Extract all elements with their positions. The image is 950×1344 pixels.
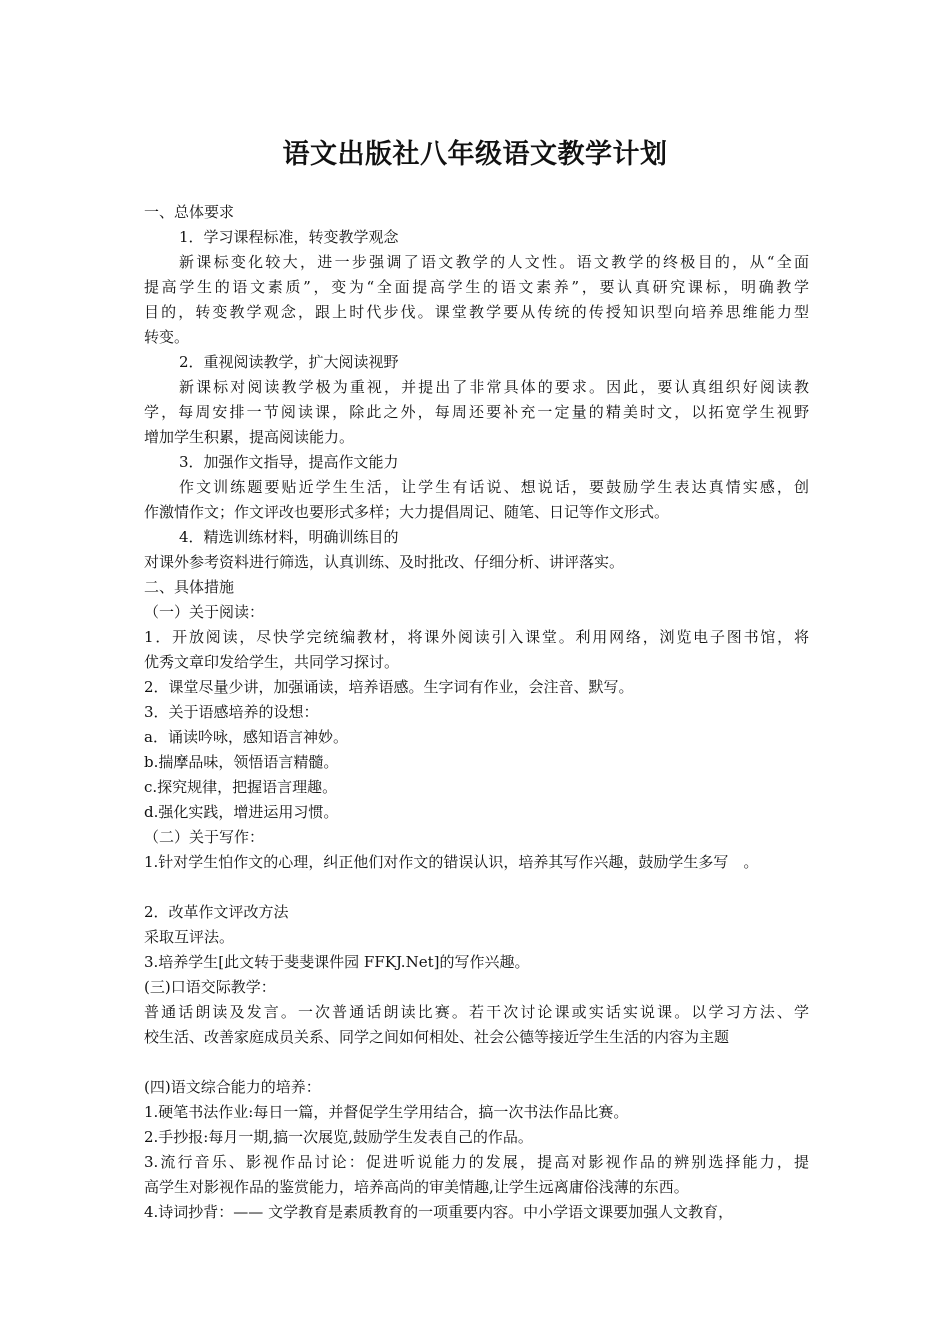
paragraph-line: 2．课堂尽量少讲，加强诵读，培养语感。生字词有作业，会注音、默写。 <box>144 678 634 696</box>
blank-line <box>144 1050 809 1075</box>
paragraph-line: 采取互评法。 <box>144 928 235 946</box>
list-item: c.探究规律，把握语言理趣。 <box>144 778 338 796</box>
list-item: 4.诗词抄背：—— 文学教育是素质教育的一项重要内容。中小学语文课要加强人文教育， <box>144 1203 734 1221</box>
paragraph-line: 普通话朗读及发言。一次普通话朗读比赛。若干次讨论课或实话实说课。以学习方法、学 <box>144 1003 809 1021</box>
subheading: 3．加强作文指导，提高作文能力 <box>179 453 399 471</box>
subheading: （一）关于阅读： <box>144 603 265 621</box>
paragraph-line: 校生活、改善家庭成员关系、同学之间如何相处、社会公德等接近学生生活的内容为主题 <box>144 1028 730 1046</box>
paragraph-line: 学，每周安排一节阅读课，除此之外，每周还要补充一定量的精美时文，以拓宽学生视野 <box>144 403 809 421</box>
document-body <box>144 200 809 1225</box>
subheading: （二）关于写作： <box>144 828 265 846</box>
paragraph-line: 1.针对学生怕作文的心理，纠正他们对作文的错误认识，培养其写作兴趣，鼓励学生多写 。 <box>144 853 759 871</box>
list-item: 2.手抄报:每月一期,搞一次展览,鼓励学生发表自己的作品。 <box>144 1128 533 1146</box>
paragraph-line: 2．改革作文评改方法 <box>144 903 289 921</box>
paragraph-line: 提高学生的语文素质”，变为“全面提高学生的语文素养”，要认真研究课标，明确教学 <box>144 278 809 296</box>
list-item: b.揣摩品味，领悟语言精髓。 <box>144 753 339 771</box>
list-item: 3.流行音乐、影视作品讨论：促进听说能力的发展，提高对影视作品的辨别选择能力，提 <box>144 1153 809 1171</box>
document-title: 语文出版社八年级语文教学计划 <box>282 139 668 170</box>
list-item: 1.硬笔书法作业:每日一篇，并督促学生学用结合，搞一次书法作品比赛。 <box>144 1103 629 1121</box>
paragraph-line: 作激情作文；作文评改也要形式多样；大力提倡周记、随笔、日记等作文形式。 <box>144 503 670 521</box>
subheading: 1．学习课程标准，转变教学观念 <box>179 228 399 246</box>
paragraph-line: 作文训练题要贴近学生生活，让学生有话说、想说话，要鼓励学生表达真情实感，创 <box>179 478 809 496</box>
paragraph-line: 增加学生积累，提高阅读能力。 <box>144 428 355 446</box>
paragraph-line: 优秀文章印发给学生，共同学习探讨。 <box>144 653 400 671</box>
blank-line <box>144 875 809 900</box>
paragraph-line: 3．关于语感培养的设想： <box>144 703 319 721</box>
subheading: 4．精选训练材料，明确训练目的 <box>179 528 399 546</box>
section-heading: 一、总体要求 <box>144 203 235 221</box>
list-item: a．诵读吟咏，感知语言神妙。 <box>144 728 348 746</box>
subheading: (三)口语交际教学： <box>144 978 276 996</box>
paragraph-line: 新课标变化较大，进一步强调了语文教学的人文性。语文教学的终极目的，从“全面 <box>179 253 809 271</box>
paragraph-line: 转变。 <box>144 328 190 346</box>
paragraph-line: 新课标对阅读教学极为重视，并提出了非常具体的要求。因此，要认真组织好阅读教 <box>179 378 809 396</box>
paragraph-line: 3.培养学生[此文转于斐斐课件园 FFKJ.Net]的写作兴趣。 <box>144 953 530 971</box>
paragraph-line: 目的，转变教学观念，跟上时代步伐。课堂教学要从传统的传授知识型向培养思维能力型 <box>144 303 809 321</box>
list-item: d.强化实践，增进运用习惯。 <box>144 803 339 821</box>
paragraph-line: 高学生对影视作品的鉴赏能力，培养高尚的审美情趣,让学生远离庸俗浅薄的东西。 <box>144 1178 689 1196</box>
paragraph-line: 1．开放阅读，尽快学完统编教材，将课外阅读引入课堂。利用网络，浏览电子图书馆，将 <box>144 628 809 646</box>
paragraph-line: 对课外参考资料进行筛选，认真训练、及时批改、仔细分析、讲评落实。 <box>144 553 625 571</box>
subheading: 2．重视阅读教学，扩大阅读视野 <box>179 353 399 371</box>
subheading: (四)语文综合能力的培养： <box>144 1078 321 1096</box>
section-heading: 二、具体措施 <box>144 578 235 596</box>
